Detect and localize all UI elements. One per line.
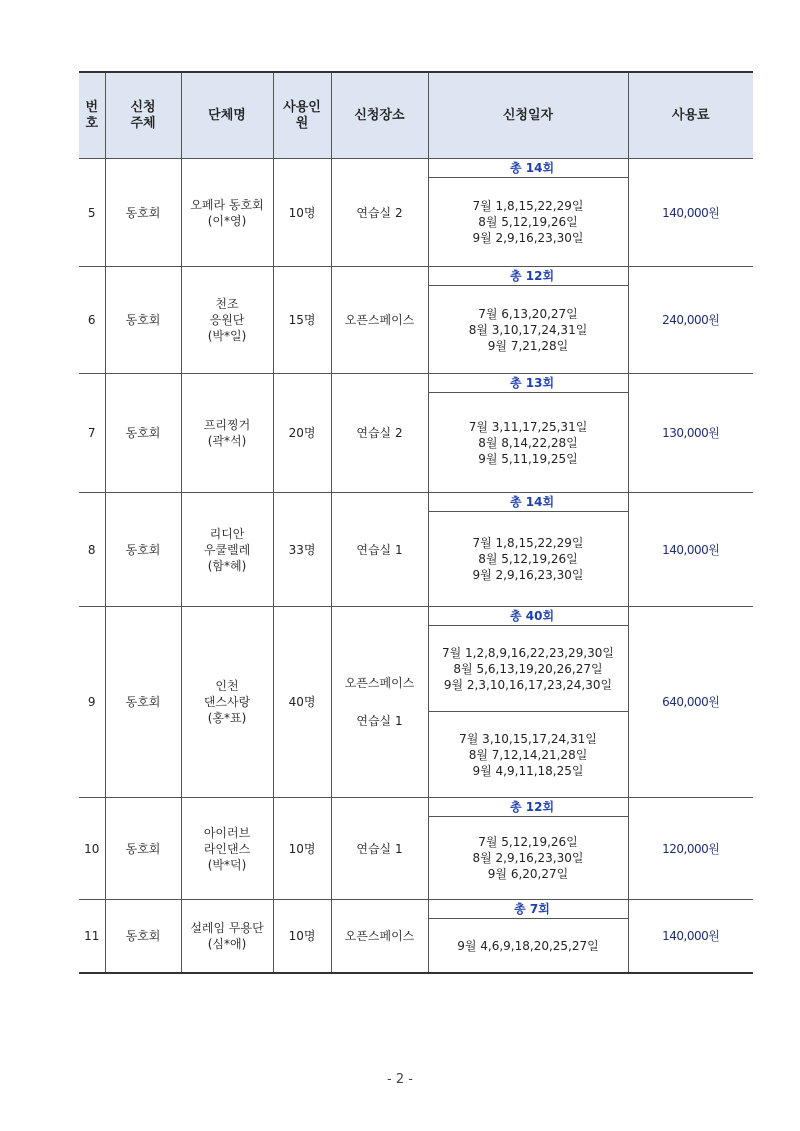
row-date-list — [429, 919, 628, 972]
row-members: 20명 — [273, 374, 331, 493]
table-row — [79, 159, 753, 267]
row-fee: 130,000원 — [628, 374, 753, 493]
row-place: 연습실 1 — [331, 798, 428, 900]
row-group-name: 인천 댄스사랑 (홍*표) — [181, 607, 273, 798]
row-date-list — [429, 393, 628, 492]
row-dates — [428, 493, 628, 607]
header-place: 신청장소 — [331, 72, 428, 159]
date-line: 9월 5,11,19,25일 — [478, 451, 578, 466]
date-line: 8월 5,12,19,26일 — [478, 215, 578, 229]
row-group-name: 프리찡거 (곽*석) — [181, 374, 273, 493]
row-place: 연습실 2 — [331, 374, 428, 493]
header-no: 번 호 — [79, 72, 105, 159]
row-members: 33명 — [273, 493, 331, 607]
row-applicant: 동호회 — [105, 607, 181, 798]
row-applicant: 동호회 — [105, 374, 181, 493]
row-number: 5 — [79, 159, 105, 267]
date-line: 7월 3,11,17,25,31일 — [468, 419, 588, 434]
row-fee: 240,000원 — [628, 267, 753, 374]
date-line: 9월 6,20,27일 — [487, 867, 569, 881]
date-line: 7월 1,8,15,22,29일 — [472, 536, 584, 550]
row-members: 10명 — [273, 900, 331, 974]
row-group-name: 오페라 동호회 (이*영) — [181, 159, 273, 267]
row-applicant: 동호회 — [105, 267, 181, 374]
page-number: - 2 - — [387, 1072, 413, 1087]
row-total-count: 총 14회 — [429, 159, 628, 178]
table-row — [79, 267, 753, 374]
date-line: 7월 1,8,15,22,29일 — [472, 199, 584, 213]
row-group-name: 아이러브 라인댄스 (박*덕) — [181, 798, 273, 900]
row-number: 8 — [79, 493, 105, 607]
row-members: 15명 — [273, 267, 331, 374]
row-fee: 140,000원 — [628, 900, 753, 974]
row-members: 10명 — [273, 798, 331, 900]
row-date-list-practice-room — [429, 711, 628, 797]
row-dates — [428, 374, 628, 493]
row-date-list-open-space — [429, 626, 628, 711]
row-date-list — [429, 512, 628, 606]
row-dates — [428, 607, 628, 798]
row-group-name: 리디안 우쿨렐레 (함*혜) — [181, 493, 273, 607]
row-applicant: 동호회 — [105, 900, 181, 974]
row-applicant: 동호회 — [105, 493, 181, 607]
date-line: 8월 2,9,16,23,30일 — [472, 851, 584, 865]
date-line: 9월 2,9,16,23,30일 — [472, 568, 584, 582]
header-members: 사용인 원 — [273, 72, 331, 159]
date-line: 8월 5,12,19,26일 — [478, 552, 578, 566]
row-total-count: 총 40회 — [429, 607, 628, 626]
row-members: 40명 — [273, 607, 331, 798]
row-total-count: 총 7회 — [429, 900, 628, 919]
row-date-list — [429, 286, 628, 373]
table-row — [79, 607, 753, 798]
row-dates — [428, 159, 628, 267]
row-total-count: 총 14회 — [429, 493, 628, 512]
place-practice-room: 연습실 1 — [356, 714, 403, 728]
row-number: 11 — [79, 900, 105, 974]
row-fee: 120,000원 — [628, 798, 753, 900]
table-row — [79, 493, 753, 607]
date-line: 8월 7,12,14,21,28일 — [468, 747, 588, 762]
date-line: 9월 2,3,10,16,17,23,24,30일 — [443, 677, 613, 692]
date-line: 8월 8,14,22,28일 — [478, 435, 578, 450]
date-line: 7월 3,10,15,17,24,31일 — [459, 731, 597, 746]
row-date-list — [429, 178, 628, 266]
row-place — [331, 607, 428, 798]
date-line: 8월 3,10,17,24,31일 — [468, 322, 588, 337]
row-total-count: 총 13회 — [429, 374, 628, 393]
rental-fee-table — [79, 71, 753, 974]
header-dates: 신청일자 — [428, 72, 628, 159]
header-applicant: 신청 주체 — [105, 72, 181, 159]
row-fee: 140,000원 — [628, 493, 753, 607]
row-dates — [428, 267, 628, 374]
table-row — [79, 374, 753, 493]
header-group: 단체명 — [181, 72, 273, 159]
date-line: 9월 7,21,28일 — [487, 338, 569, 353]
row-total-count: 총 12회 — [429, 267, 628, 286]
date-line: 7월 5,12,19,26일 — [478, 835, 578, 849]
row-fee: 140,000원 — [628, 159, 753, 267]
date-line: 7월 6,13,20,27일 — [478, 306, 578, 321]
row-total-count: 총 12회 — [429, 798, 628, 817]
row-number: 9 — [79, 607, 105, 798]
date-line: 9월 4,6,9,18,20,25,27일 — [457, 938, 599, 953]
row-number: 10 — [79, 798, 105, 900]
date-line: 9월 4,9,11,18,25일 — [472, 763, 584, 778]
row-dates — [428, 798, 628, 900]
place-open-space: 오픈스페이스 — [344, 676, 415, 690]
row-dates — [428, 900, 628, 974]
table-row — [79, 798, 753, 900]
row-members: 10명 — [273, 159, 331, 267]
row-applicant: 동호회 — [105, 798, 181, 900]
row-number: 6 — [79, 267, 105, 374]
header-fee: 사용료 — [628, 72, 753, 159]
date-line: 9월 2,9,16,23,30일 — [472, 231, 584, 245]
row-place: 오픈스페이스 — [331, 900, 428, 974]
row-group-name: 천조 응원단 (박*일) — [181, 267, 273, 374]
date-line: 8월 5,6,13,19,20,26,27일 — [453, 661, 603, 676]
row-applicant: 동호회 — [105, 159, 181, 267]
row-place: 오픈스페이스 — [331, 267, 428, 374]
date-line: 7월 1,2,8,9,16,22,23,29,30일 — [441, 645, 615, 660]
row-group-name: 설레임 무용단 (심*애) — [181, 900, 273, 974]
row-place: 연습실 2 — [331, 159, 428, 267]
table-header-row — [79, 72, 753, 159]
row-number: 7 — [79, 374, 105, 493]
row-place: 연습실 1 — [331, 493, 428, 607]
row-fee: 640,000원 — [628, 607, 753, 798]
table-row — [79, 900, 753, 974]
row-date-list — [429, 817, 628, 899]
